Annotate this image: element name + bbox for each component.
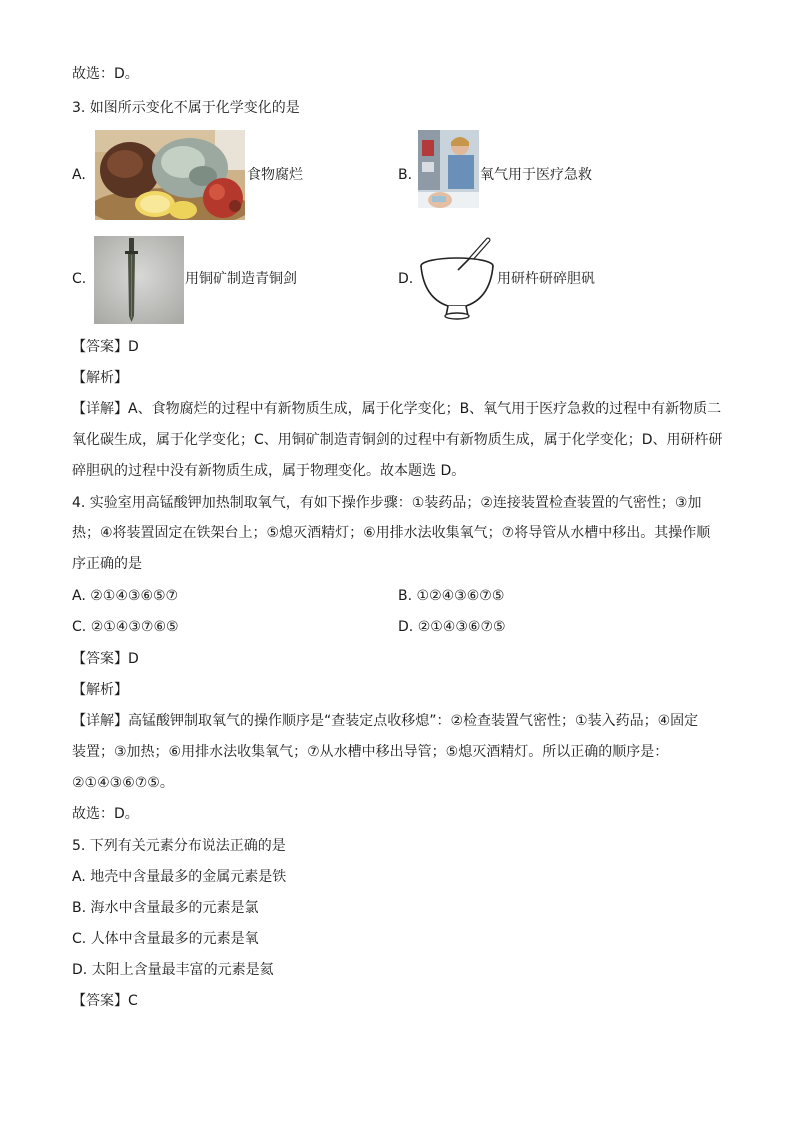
answer-value: C — [128, 993, 138, 1009]
detail-text: A、食物腐烂的过程中有新物质生成，属于化学变化；B、氧气用于医疗急救的过程中有新物质二 — [128, 401, 722, 417]
option-label: D. — [72, 962, 88, 978]
q3-option-b-caption: 氧气用于医疗急救 — [480, 167, 592, 183]
q5-option-b — [72, 898, 259, 918]
q3-detail-line-2: 氧化碳生成，属于化学变化；C、用铜矿制造青铜剑的过程中有新物质生成，属于化学变化；D、用研杵研 — [72, 432, 723, 448]
option-label: A. — [72, 588, 86, 604]
answer-tag: 【答案】 — [72, 339, 128, 355]
q5-option-c — [72, 929, 259, 949]
q3-option-a-caption: 食物腐烂 — [247, 167, 303, 183]
option-text: 地壳中含量最多的金属元素是铁 — [90, 869, 287, 885]
option-text: 人体中含量最多的元素是氧 — [90, 931, 259, 947]
rotting-food-illustration — [95, 130, 245, 220]
option-text: ②①④③⑥⑦⑤ — [417, 619, 506, 635]
q3-option-d-caption: 用研杵研碎胆矾 — [497, 271, 595, 287]
option-text: ②①④③⑥⑤⑦ — [90, 588, 179, 604]
oxygen-medical-image — [418, 130, 479, 220]
q3-detail-line-1 — [72, 399, 721, 419]
bronze-sword-image — [94, 236, 184, 324]
answer-tag: 【答案】 — [72, 651, 128, 667]
q3-stem: 3. 如图所示变化不属于化学变化的是 — [72, 100, 300, 116]
q3-analysis-tag: 【解析】 — [72, 370, 128, 386]
rotting-food-image — [95, 130, 245, 220]
detail-text: 高锰酸钾制取氧气的操作顺序是“查装定点收移熄”：②检查装置气密性；①装入药品；④固定 — [128, 713, 699, 729]
q4-answer — [72, 649, 139, 669]
q3-option-b-label: B. — [398, 167, 413, 183]
option-label: A. — [72, 869, 86, 885]
bronze-sword-illustration — [94, 236, 184, 324]
option-label: C. — [72, 931, 87, 947]
mortar-pestle-illustration — [418, 236, 496, 322]
q4-analysis-tag: 【解析】 — [72, 682, 128, 698]
detail-tag: 【详解】 — [72, 713, 128, 729]
q3-option-c-caption: 用铜矿制造青铜剑 — [185, 271, 297, 287]
option-text: ②①④③⑦⑥⑤ — [90, 619, 179, 635]
q4-stem-line-1: 4. 实验室用高锰酸钾加热制取氧气，有如下操作步骤：①装药品；②连接装置检查装置的气密性；③加 — [72, 495, 702, 511]
q4-option-b — [398, 586, 504, 606]
q3-option-d-label: D. — [398, 271, 414, 287]
q5-stem: 5. 下列有关元素分布说法正确的是 — [72, 838, 286, 854]
option-label: B. — [398, 588, 413, 604]
q5-option-d — [72, 960, 274, 980]
detail-tag: 【详解】 — [72, 401, 128, 417]
q3-answer — [72, 337, 139, 357]
q5-option-a — [72, 867, 286, 887]
q3-option-a-label: A. — [72, 167, 86, 183]
answer-value: D — [128, 651, 139, 667]
q4-option-a — [72, 586, 178, 606]
q4-stem-line-3: 序正确的是 — [72, 556, 142, 572]
q3-option-c-label: C. — [72, 271, 87, 287]
answer-value: D — [128, 339, 139, 355]
q4-detail-line-2: 装置；③加热；⑥用排水法收集氧气；⑦从水槽中移出导管；⑤熄灭酒精灯。所以正确的顺序是： — [72, 744, 669, 760]
option-text: 太阳上含量最丰富的元素是氦 — [91, 962, 274, 978]
q4-stem-line-2: 热；④将装置固定在铁架台上；⑤熄灭酒精灯；⑥用排水法收集氧气；⑦将导管从水槽中移出。其操作顺 — [72, 525, 711, 541]
answer-tag: 【答案】 — [72, 993, 128, 1009]
mortar-pestle-image — [418, 236, 496, 322]
q4-detail-line-3: ②①④③⑥⑦⑤。 — [72, 775, 174, 791]
option-label: C. — [72, 619, 87, 635]
option-label: D. — [398, 619, 414, 635]
q2-conclusion: 故选：D。 — [72, 66, 139, 82]
q3-detail-line-3: 碎胆矾的过程中没有新物质生成，属于物理变化。故本题选 D。 — [72, 463, 466, 479]
q4-conclusion: 故选：D。 — [72, 806, 139, 822]
option-label: B. — [72, 900, 87, 916]
q4-option-d — [398, 617, 506, 637]
option-text: 海水中含量最多的元素是氯 — [90, 900, 259, 916]
q4-detail-line-1 — [72, 711, 698, 731]
q5-answer — [72, 991, 138, 1011]
medical-oxygen-illustration — [418, 130, 479, 220]
option-text: ①②④③⑥⑦⑤ — [416, 588, 505, 604]
q4-option-c — [72, 617, 179, 637]
